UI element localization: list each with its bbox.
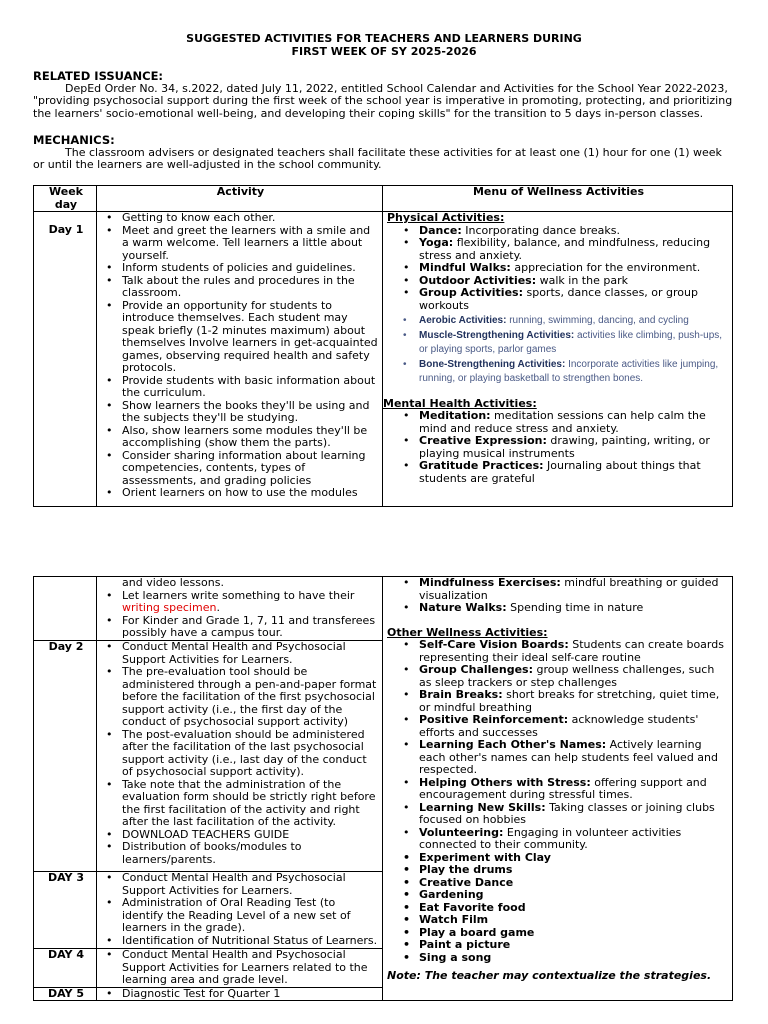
list-item <box>419 410 730 435</box>
list-item: • Provide students with basic information about the curriculum. <box>122 375 380 400</box>
term: Brain Breaks: <box>419 688 503 701</box>
table-row-day-1 <box>34 212 733 507</box>
list-item: • Conduct Mental Health and Psychosocial Support Activities for Learners related to the learning area and grade level. <box>122 949 380 987</box>
list-item: • Gardening <box>419 889 730 902</box>
list-item <box>419 664 730 689</box>
list-item: • Creative Dance <box>419 877 730 890</box>
list-item: • Conduct Mental Health and Psychosocial Support Activities for Learners. <box>122 641 380 666</box>
title-line-2: FIRST WEEK OF SY 2025-2026 <box>291 45 477 58</box>
day-1-continued-label <box>34 577 97 641</box>
day-4-activities <box>97 949 383 988</box>
term: Group Activities: <box>419 286 523 299</box>
wellness-menu-2 <box>383 577 733 1001</box>
description: walk in the park <box>536 273 628 287</box>
day-4-label: DAY 4 <box>34 949 97 988</box>
term: Mindfulness Exercises: <box>419 576 561 589</box>
list-item: • Watch Film <box>419 914 730 927</box>
list-item <box>419 460 730 485</box>
description: mindful breathing or guided visualization <box>419 576 719 602</box>
list-item: • Conduct Mental Health and Psychosocial Support Activities for Learners. <box>122 872 380 897</box>
header-week-day: Week day <box>34 186 97 212</box>
list-item: • Diagnostic Test for Quarter 1 <box>122 988 380 1001</box>
term: Yoga: <box>419 236 454 249</box>
list-item: • Administration of Oral Reading Test (to identify the Reading Level of a new set of learners in the grade). <box>122 897 380 935</box>
list-item: • Meet and greet the learners with a smile and a warm welcome. Tell learners a little about yourself. <box>122 225 380 263</box>
mechanics-heading: MECHANICS: <box>33 133 115 147</box>
header-menu: Menu of Wellness Activities <box>383 186 733 212</box>
text: Let learners write something to have their <box>122 588 355 602</box>
day-1-activities <box>97 212 383 507</box>
related-issuance-heading: RELATED ISSUANCE: <box>33 69 164 83</box>
term: Group Challenges: <box>419 663 533 676</box>
description: offering support and encouragement during stressful times. <box>419 775 707 801</box>
description: activities like climbing, push-ups, or playing sports, parlor games <box>419 329 723 355</box>
description: Engaging in volunteer activities connected to their community. <box>419 825 682 851</box>
term: Learning New Skills: <box>419 800 546 814</box>
list-item <box>122 590 380 615</box>
description: Actively learning each other's names can help students feel valued and respected. <box>419 738 718 776</box>
list-item <box>419 329 730 358</box>
list-item: • Getting to know each other. <box>122 212 380 225</box>
list-item <box>419 435 730 460</box>
day-2-label: Day 2 <box>34 641 97 872</box>
description: Spending time in nature <box>506 601 644 614</box>
list-item: • Talk about the rules and procedures in the classroom. <box>122 275 380 300</box>
list-item: • Orient learners on how to use the modules <box>122 487 380 500</box>
day-5-activities <box>97 987 383 1001</box>
list-item: • The pre-evaluation tool should be administered through a pen-and-paper format before the facilitation of the first psychosocial support activity (i.e., the first day of the conduct of psychosocial support activity) <box>122 666 380 729</box>
list-item <box>419 689 730 714</box>
list-item: • DOWNLOAD TEACHERS GUIDE <box>122 829 380 842</box>
contextualize-note: Note: The teacher may contextualize the strategies. <box>387 969 712 982</box>
description: group wellness challenges, such as sleep trackers or step challenges <box>419 663 715 689</box>
mechanics-section <box>33 134 733 172</box>
activities-table-part-2 <box>33 576 733 1001</box>
list-item <box>419 314 730 329</box>
list-item <box>419 739 730 777</box>
list-item <box>419 714 730 739</box>
list-item: and video lessons. <box>122 576 224 589</box>
description: short breaks for stretching, quiet time, or mindful breathing <box>419 688 720 714</box>
term: Nature Walks: <box>419 601 507 614</box>
description: Taking classes or joining clubs focused on hobbies <box>419 800 715 826</box>
description: Journaling about things that students are grateful <box>419 459 701 485</box>
list-item: • Identification of Nutritional Status of Learners. <box>122 935 380 948</box>
list-item <box>419 639 730 664</box>
list-item: • Experiment with Clay <box>419 852 730 865</box>
day-1-activities-continued <box>97 577 383 641</box>
day-3-label: DAY 3 <box>34 872 97 949</box>
term: Creative Expression: <box>419 434 547 447</box>
day-3-activities <box>97 872 383 949</box>
term: Muscle-Strengthening Activities: <box>419 329 575 341</box>
related-issuance-text: DepEd Order No. 34, s.2022, dated July 11, 2022, entitled School Calendar and Activities for the School Year 2022-2023, "providing psychosocial support during the first week of the school year is imperative in promoting, protecting, and prioritizing the learners' socio-emotional well-being, and developing their coping skills" for the transition to 5 days in-person classes. <box>33 81 733 120</box>
list-item: • Distribution of books/modules to learners/parents. <box>122 841 380 866</box>
writing-specimen-highlight: writing specimen <box>122 601 217 614</box>
description: sports, dance classes, or group workouts <box>419 286 698 312</box>
term: Aerobic Activities: <box>419 315 507 326</box>
term: Dance: <box>419 223 462 237</box>
list-item <box>419 237 730 262</box>
list-item: • Play a board game <box>419 927 730 940</box>
list-item <box>419 777 730 802</box>
wellness-menu-1 <box>383 212 733 507</box>
other-wellness-heading: Other Wellness Activities: <box>387 625 548 639</box>
list-item: • For Kinder and Grade 1, 7, 11 and transferees possibly have a campus tour. <box>122 615 380 640</box>
list-item: • Sing a song <box>419 952 730 965</box>
term: Outdoor Activities: <box>419 273 537 287</box>
list-item: • Take note that the administration of the evaluation form should be strictly right before the first facilitation of the activity and right after the last facilitation of the activity. <box>122 779 380 829</box>
day-5-label: DAY 5 <box>34 987 97 1001</box>
term: Gratitude Practices: <box>419 459 544 472</box>
description: running, swimming, dancing, and cycling <box>506 315 689 326</box>
list-item <box>419 802 730 827</box>
description: Students can create boards representing their ideal self-care routine <box>419 638 724 664</box>
term: Mindful Walks: <box>419 261 511 274</box>
header-activity: Activity <box>97 186 383 212</box>
list-item: • Also, show learners some modules they'll be accomplishing (show them the parts). <box>122 425 380 450</box>
list-item: • Consider sharing information about learning competencies, contents, types of assessments, and grading policies <box>122 450 380 488</box>
term: Self-Care Vision Boards: <box>419 638 569 651</box>
related-issuance-section <box>33 70 733 120</box>
day-2-activities <box>97 641 383 872</box>
text: . <box>216 601 220 614</box>
physical-activities-heading: Physical Activities: <box>387 211 505 224</box>
term: Meditation: <box>419 409 491 422</box>
list-item: • Show learners the books they'll be using and the subjects they'll be studying. <box>122 400 380 425</box>
list-item <box>419 827 730 852</box>
description: Incorporating dance breaks. <box>461 223 620 237</box>
activities-table-part-1 <box>33 185 733 507</box>
list-item: • Paint a picture <box>419 939 730 952</box>
list-item: • Provide an opportunity for students to introduce themselves. Each student may speak briefly (1-2 minutes maximum) about themselves Involve learners in get-acquainted games, observing required health and safety protocols. <box>122 300 380 375</box>
title-line-1: SUGGESTED ACTIVITIES FOR TEACHERS AND LEARNERS DURING <box>186 32 582 45</box>
description: meditation sessions can help calm the mind and reduce stress and anxiety. <box>419 409 706 435</box>
list-item <box>419 602 730 615</box>
day-1-label: Day 1 <box>34 212 97 507</box>
list-item <box>419 287 730 312</box>
list-item: • Play the drums <box>419 864 730 877</box>
description: appreciation for the environment. <box>510 261 701 274</box>
table-row-day-1-continued <box>34 577 733 641</box>
list-item: • Eat Favorite food <box>419 902 730 915</box>
description: Incorporate activities like jumping, running, or playing basketball to strengthen bones. <box>419 358 719 384</box>
description: acknowledge students' efforts and successes <box>419 713 699 739</box>
list-item <box>419 358 730 387</box>
mechanics-text: The classroom advisers or designated teachers shall facilitate these activities for at least one (1) hour for one (1) week or until the learners are well-adjusted in the school community. <box>33 145 722 171</box>
description: drawing, painting, writing, or playing musical instruments <box>419 434 710 460</box>
list-item <box>419 577 730 602</box>
term: Learning Each Other's Names: <box>419 738 607 751</box>
table-header-row <box>34 186 733 212</box>
document-title <box>0 32 768 58</box>
term: Positive Reinforcement: <box>419 713 569 726</box>
list-item: • Inform students of policies and guidelines. <box>122 262 380 275</box>
list-item: • The post-evaluation should be administered after the facilitation of the last psychosocial support activity (i.e., last day of the conduct of psychosocial support activity). <box>122 729 380 779</box>
term: Bone-Strengthening Activities: <box>419 358 566 370</box>
mental-health-heading: Mental Health Activities: <box>383 396 537 410</box>
description: flexibility, balance, and mindfulness, reducing stress and anxiety. <box>419 236 711 262</box>
term: Helping Others with Stress: <box>419 775 591 789</box>
term: Volunteering: <box>419 825 504 839</box>
